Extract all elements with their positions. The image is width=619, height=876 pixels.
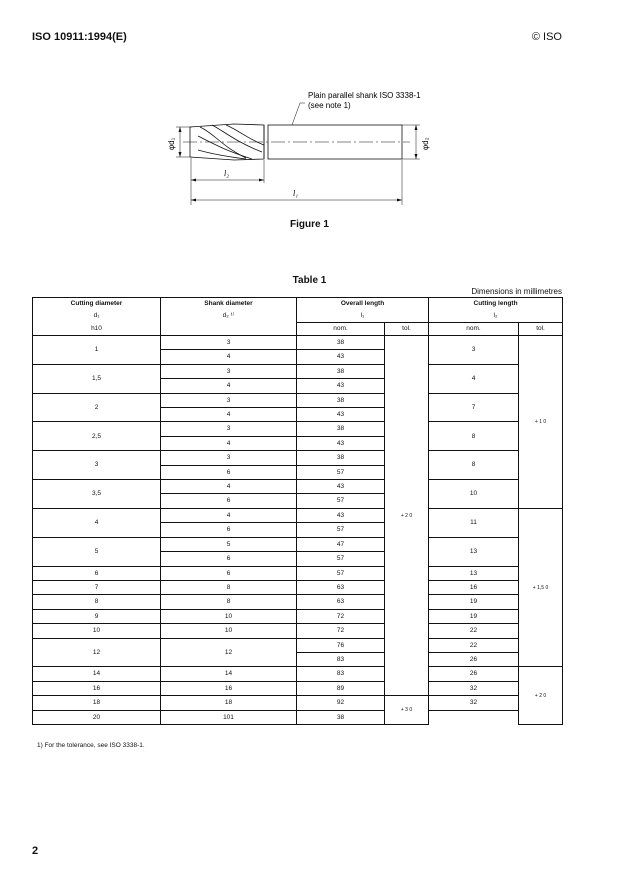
cell-d2: 3: [161, 422, 297, 436]
cell-d2: 4: [161, 480, 297, 494]
tolerance-value: + 1 0: [534, 419, 547, 426]
cell-l1: 38: [297, 422, 385, 436]
cell-d2: 18: [161, 696, 297, 710]
table-row: [33, 595, 563, 609]
cell-l2: 13: [429, 537, 519, 566]
table-row: [33, 422, 563, 436]
cell-d2: 10: [161, 609, 297, 623]
cell-l2: 7: [429, 393, 519, 422]
table-caption: Table 1: [292, 275, 327, 286]
cell-d1: 14: [33, 667, 161, 681]
cell-d1: 7: [33, 580, 161, 594]
header-l1-tol: tol.: [385, 323, 429, 336]
cell-l1-tol: [385, 696, 429, 725]
cell-l2: 38: [297, 710, 385, 724]
cell-d1: 3,5: [33, 480, 161, 509]
cell-l1: 38: [297, 393, 385, 407]
header-l2: l₂: [429, 310, 563, 323]
cell-l1: 57: [297, 465, 385, 479]
cell-d2: 8: [161, 580, 297, 594]
cell-d1: 2,5: [33, 422, 161, 451]
cell-l1-tol: [385, 336, 429, 696]
dimensions-table: [32, 297, 563, 725]
cell-d1: 12: [33, 638, 161, 667]
header-l2-nom: nom.: [429, 323, 519, 336]
standard-designation: ISO 10911:1994(E): [32, 31, 127, 43]
cell-l2-tol: [519, 508, 563, 666]
cell-l2: 26: [429, 652, 519, 666]
table-footnote: 1) For the tolerance, see ISO 3338-1.: [37, 742, 145, 749]
cell-d2: 6: [161, 494, 297, 508]
cell-l1: 83: [297, 667, 385, 681]
callout-label-1: Plain parallel shank ISO 3338-1: [308, 91, 421, 100]
cell-d1: 9: [33, 609, 161, 623]
cell-l1: 57: [297, 552, 385, 566]
cell-l2-tol: [519, 336, 563, 509]
cell-d1: 10: [33, 624, 161, 638]
cell-l2: 8: [429, 422, 519, 451]
cell-l2: 26: [429, 667, 519, 681]
page-number: 2: [32, 845, 39, 857]
cell-d1: 4: [33, 508, 161, 537]
header-overall-length: Overall length: [297, 298, 429, 311]
cell-l2: 32: [429, 696, 519, 710]
cell-l2: 19: [429, 595, 519, 609]
cell-l1: 92: [297, 696, 385, 710]
dim-label-l1: l₁: [293, 189, 299, 198]
cell-l2: 13: [429, 566, 519, 580]
table-row: [33, 336, 563, 350]
cell-d1: 5: [33, 537, 161, 566]
cell-d2: 4: [161, 408, 297, 422]
cell-l2-tol: [519, 667, 563, 725]
cell-d2: 3: [161, 393, 297, 407]
table-row: [33, 566, 563, 580]
cell-l1: 57: [297, 566, 385, 580]
cell-d1: 8: [33, 595, 161, 609]
cell-d2: 20: [33, 710, 161, 724]
cell-l1: 63: [297, 580, 385, 594]
cell-l1: 89: [297, 681, 385, 695]
cell-l2: 32: [429, 681, 519, 695]
cell-d2: 3: [161, 364, 297, 378]
table-row: [33, 364, 563, 378]
cell-l1: 72: [297, 624, 385, 638]
header-shank-diameter: Shank diameter: [161, 298, 297, 311]
cell-l1: 63: [297, 595, 385, 609]
cell-l1: 43: [297, 408, 385, 422]
cell-d2: 3: [161, 451, 297, 465]
cell-l2: 11: [429, 508, 519, 537]
table-row: [33, 393, 563, 407]
cell-d2: 14: [161, 667, 297, 681]
table-row: [33, 681, 563, 695]
tolerance-value: + 1,5 0: [532, 584, 549, 591]
header-d1: d₁: [33, 310, 161, 323]
units-note: Dimensions in millimetres: [471, 287, 562, 296]
dim-label-d2: φd₂: [421, 137, 430, 150]
cell-l1: 57: [297, 523, 385, 537]
tolerance-value: + 2 0: [400, 512, 413, 519]
cell-d2: 16: [161, 681, 297, 695]
table-row: [33, 696, 563, 710]
tolerance-value: + 3 0: [400, 707, 413, 714]
cell-d1: 2: [33, 393, 161, 422]
table-row: [33, 580, 563, 594]
header-d2: d₂ ¹⁾: [161, 310, 297, 323]
copyright-mark: © ISO: [531, 31, 562, 43]
cell-d2: 3: [161, 336, 297, 350]
cell-l1: 83: [297, 652, 385, 666]
table-row: [33, 667, 563, 681]
table-row: [33, 710, 563, 724]
table-row: [33, 537, 563, 551]
header-l2-tol: tol.: [519, 323, 563, 336]
table-row: [33, 451, 563, 465]
cell-l1: 47: [297, 537, 385, 551]
cell-d2: 4: [161, 508, 297, 522]
table-row: [33, 624, 563, 638]
cell-d1: 16: [33, 681, 161, 695]
header-cutting-diameter: Cutting diameter: [33, 298, 161, 311]
cell-d2: 6: [161, 552, 297, 566]
cell-d2: 8: [161, 595, 297, 609]
cell-l1: 72: [297, 609, 385, 623]
cell-d1: 3: [33, 451, 161, 480]
table-row: [33, 480, 563, 494]
cell-l1: 38: [297, 336, 385, 350]
cell-d2: 4: [161, 350, 297, 364]
header-blank: [161, 323, 297, 336]
cell-d1: 18: [33, 696, 161, 710]
cell-d1: 1: [33, 336, 161, 365]
cell-l1: 76: [297, 638, 385, 652]
cell-l2: 19: [429, 609, 519, 623]
cell-l1: 43: [297, 350, 385, 364]
cell-l1: 101: [161, 710, 297, 724]
cell-d1: 6: [33, 566, 161, 580]
dim-label-d1: φd₁: [167, 137, 176, 150]
cell-d2: 6: [161, 566, 297, 580]
cell-l2: 4: [429, 364, 519, 393]
end-mill-figure: [0, 0, 619, 240]
cell-d1: 1,5: [33, 364, 161, 393]
dim-label-l2: l₂: [224, 169, 230, 178]
header-l1: l₁: [297, 310, 429, 323]
table-row: [33, 508, 563, 522]
cell-l2: 3: [429, 336, 519, 365]
cell-l1: 43: [297, 436, 385, 450]
cell-d2: 6: [161, 465, 297, 479]
cell-l1: 43: [297, 508, 385, 522]
cell-d2: 4: [161, 436, 297, 450]
cell-l1: 57: [297, 494, 385, 508]
cell-l2: 22: [429, 624, 519, 638]
cell-d2: 12: [161, 638, 297, 667]
cell-l2: 8: [429, 451, 519, 480]
callout-label-2: (see note 1): [308, 101, 351, 110]
header-h10: h10: [33, 323, 161, 336]
cell-d2: 10: [161, 624, 297, 638]
table-row: [33, 609, 563, 623]
tolerance-value: + 2 0: [534, 692, 547, 699]
cell-l1: 43: [297, 379, 385, 393]
cell-l2: 22: [429, 638, 519, 652]
cell-d2: 6: [161, 523, 297, 537]
figure-caption: Figure 1: [290, 219, 329, 230]
cell-l1: 43: [297, 480, 385, 494]
cell-d2: 4: [161, 379, 297, 393]
table-row: [33, 638, 563, 652]
cell-l1: 38: [297, 451, 385, 465]
cell-l1: 38: [297, 364, 385, 378]
header-cutting-length: Cutting length: [429, 298, 563, 311]
cell-l2: 16: [429, 580, 519, 594]
header-l1-nom: nom.: [297, 323, 385, 336]
cell-d2: 5: [161, 537, 297, 551]
cell-l2: 10: [429, 480, 519, 509]
